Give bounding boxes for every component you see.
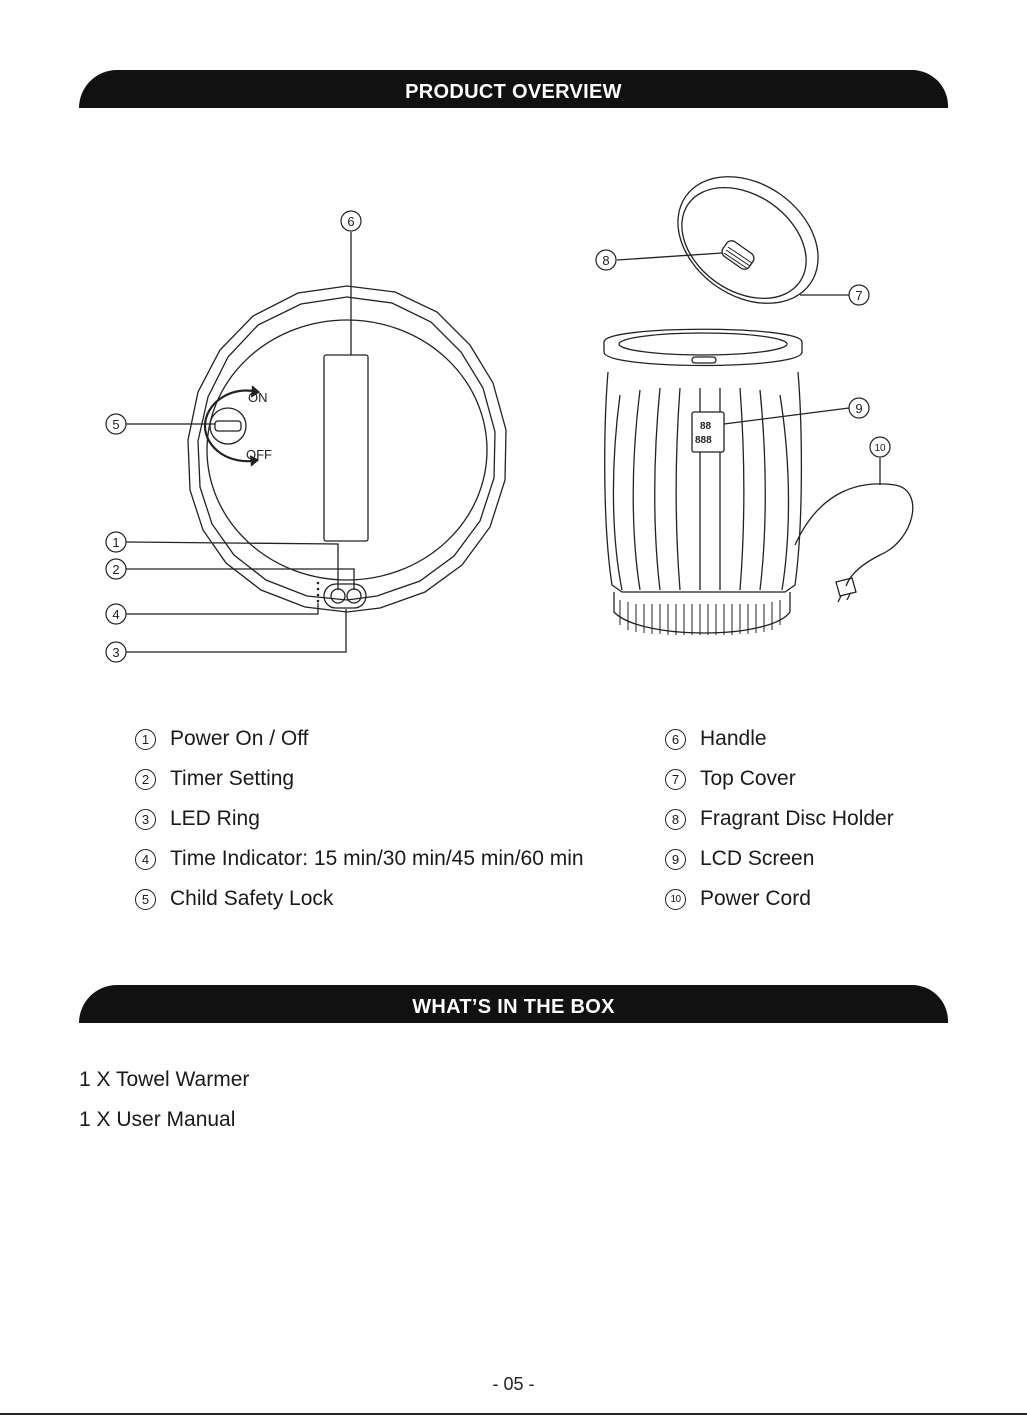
legend-number: 1 — [135, 729, 156, 750]
legend-label: LCD Screen — [700, 847, 815, 870]
legend-item-3 — [135, 805, 260, 833]
leader-9 — [724, 408, 849, 424]
leader-8 — [617, 253, 722, 260]
leader-4 — [126, 603, 318, 614]
legend-number: 5 — [135, 889, 156, 910]
plug — [836, 578, 856, 596]
section-title: PRODUCT OVERVIEW — [405, 80, 622, 103]
switch-off-label: OFF — [246, 447, 272, 462]
leader-2 — [126, 569, 354, 590]
product-diagram — [0, 0, 1027, 700]
legend-item-1 — [135, 725, 309, 753]
callout-10: 10 — [874, 443, 886, 454]
body-rim-button — [692, 357, 716, 363]
lcd-screen — [692, 412, 724, 452]
legend-item-6 — [665, 725, 767, 753]
lid-top-view-outline — [188, 286, 506, 612]
legend-number: 4 — [135, 849, 156, 870]
callout-2: 2 — [112, 562, 120, 577]
callout-6: 6 — [347, 214, 355, 229]
callout-1: 1 — [112, 535, 120, 550]
legend-number: 8 — [665, 809, 686, 830]
time-indicator-dots — [317, 582, 320, 603]
legend-label: Time Indicator: 15 min/30 min/45 min/60 min — [170, 847, 584, 870]
legend-item-9 — [665, 845, 814, 873]
callout-4: 4 — [112, 607, 120, 622]
callout-8: 8 — [602, 253, 610, 268]
body-outline — [605, 372, 802, 592]
bottom-divider — [0, 1413, 1027, 1415]
legend-label: Child Safety Lock — [170, 887, 334, 910]
legend-label: Power Cord — [700, 887, 811, 910]
power-cord — [795, 484, 913, 586]
legend-label: Timer Setting — [170, 767, 295, 790]
page-number: - 05 - — [492, 1374, 535, 1394]
legend-label: Fragrant Disc Holder — [700, 807, 894, 830]
legend-label: Power On / Off — [170, 727, 309, 750]
box-item-user-manual: 1 X User Manual — [79, 1108, 236, 1131]
top-cover — [654, 151, 843, 330]
timer-button — [347, 589, 361, 603]
body-rim-outer — [604, 329, 802, 365]
legend-number: 2 — [135, 769, 156, 790]
legend-label: Handle — [700, 727, 767, 750]
legend-item-5 — [135, 885, 333, 913]
legend-label: LED Ring — [170, 807, 260, 830]
legend-label: Top Cover — [700, 767, 796, 790]
fragrant-disc-holder-slot — [720, 238, 757, 271]
legend-number: 3 — [135, 809, 156, 830]
lcd-bottom-digits: 888 — [695, 435, 712, 446]
callout-7: 7 — [855, 288, 863, 303]
legend-item-4 — [135, 845, 584, 873]
section-banner-whats-in-the-box — [79, 985, 948, 1023]
leader-1 — [126, 542, 338, 590]
legend-number: 10 — [665, 889, 686, 910]
box-item-towel-warmer: 1 X Towel Warmer — [79, 1068, 250, 1091]
legend-item-8 — [665, 805, 894, 833]
legend-number: 6 — [665, 729, 686, 750]
legend-item-7 — [665, 765, 796, 793]
callout-9: 9 — [855, 401, 863, 416]
power-button — [331, 589, 345, 603]
section-title: WHAT’S IN THE BOX — [412, 995, 615, 1018]
leader-3 — [126, 609, 346, 652]
switch-on-label: ON — [248, 390, 268, 405]
lcd-top-digits: 88 — [700, 421, 712, 432]
legend-item-10 — [665, 885, 811, 913]
callout-5: 5 — [112, 417, 120, 432]
top-display-panel — [324, 355, 368, 541]
lid-top-view-inner-ring — [198, 297, 495, 600]
callout-3: 3 — [112, 645, 120, 660]
legend-item-2 — [135, 765, 294, 793]
legend-number: 7 — [665, 769, 686, 790]
legend-number: 9 — [665, 849, 686, 870]
